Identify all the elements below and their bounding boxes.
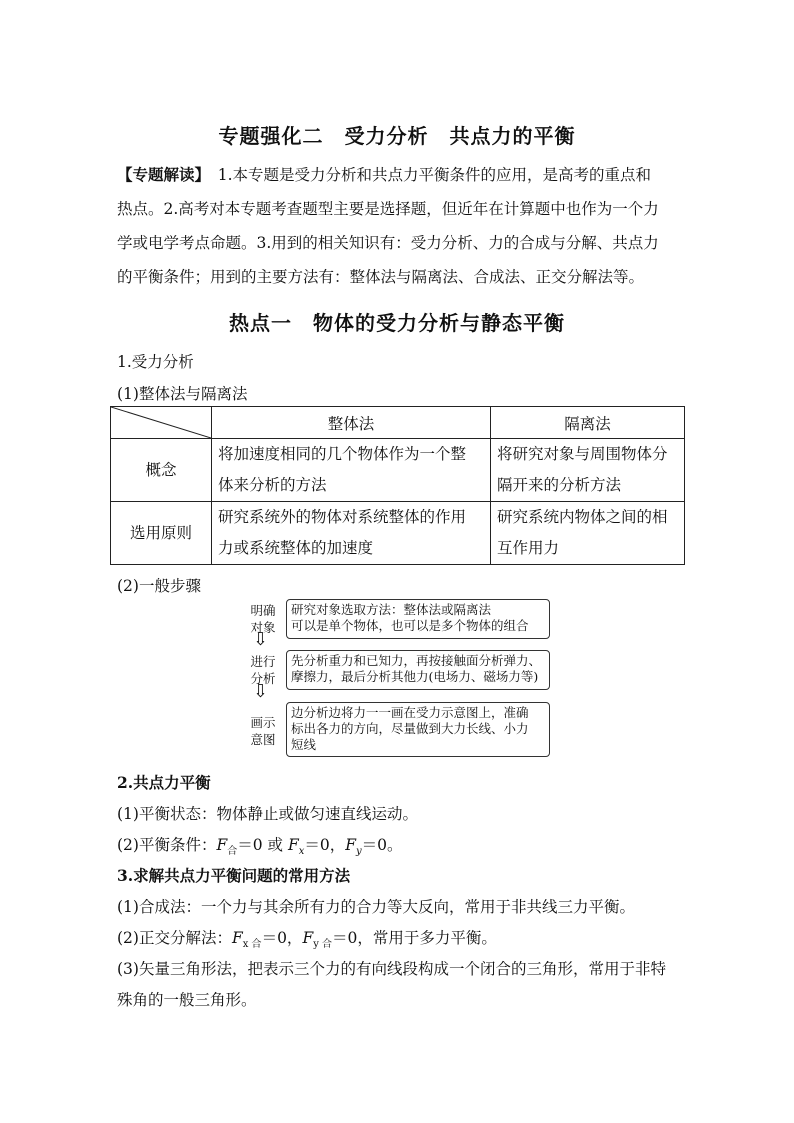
section-2-heading: 2.共点力平衡: [117, 773, 211, 792]
label-line: 分析: [250, 671, 276, 686]
table-header-whole: 整体法: [212, 407, 491, 439]
down-arrow-icon: ⇩: [253, 629, 269, 650]
subscript: 合: [227, 846, 238, 858]
topic-intro: [117, 158, 683, 294]
cell-line: 互作用力: [497, 539, 560, 557]
cell-principle-whole: [212, 502, 491, 565]
text: (2)正交分解法：: [117, 929, 232, 947]
cell-line: 将加速度相同的几个物体作为一个整: [218, 445, 467, 463]
intro-line-3: 学或电学考点命题。3.用到的相关知识有：受力分析、力的合成与分解、共点力: [117, 234, 659, 252]
box-line: 可以是单个物体，也可以是多个物体的组合: [291, 618, 529, 633]
section-3-3-line-1: (3)矢量三角形法，把表示三个力的有向线段构成一个闭合的三角形，常用于非特: [117, 960, 666, 978]
text: (2)平衡条件：: [117, 836, 217, 854]
box-line: 标出各力的方向，尽量做到大力长线、小力: [291, 721, 529, 736]
symbol-F: F: [287, 836, 299, 854]
diagonal-line: [111, 407, 211, 438]
box-line: 先分析重力和已知力，再按接触面分析弹力、: [291, 653, 542, 668]
hotspot-heading: 热点一 物体的受力分析与静态平衡: [229, 311, 565, 335]
table-header-isolation: 隔离法: [491, 407, 685, 439]
step-3-label: [244, 714, 282, 748]
symbol-F: F: [231, 929, 243, 947]
intro-line-1: 1.本专题是受力分析和共点力平衡条件的应用，是高考的重点和: [202, 166, 652, 184]
section-3-heading: 3.求解共点力平衡问题的常用方法: [117, 866, 351, 885]
symbol-F: F: [216, 836, 228, 854]
label-line: 明确: [250, 603, 276, 618]
intro-tag: 【专题解读】: [117, 165, 203, 184]
intro-line-4: 的平衡条件；用到的主要方法有：整体法与隔离法、合成法、正交分解法等。: [117, 268, 645, 286]
label-line: 进行: [250, 654, 276, 669]
cell-line: 研究系统外的物体对系统整体的作用: [218, 508, 467, 526]
section-3-1: (1)合成法：一个力与其余所有力的合力等大反向，常用于非共线三力平衡。: [117, 898, 635, 916]
cell-line: 研究系统内物体之间的相: [497, 508, 668, 526]
table-row: [111, 439, 685, 502]
step-3-box: [286, 702, 550, 757]
table-header-row: [111, 407, 685, 439]
box-line: 短线: [291, 737, 317, 752]
steps-flowchart: [244, 596, 554, 761]
cell-line: 隔开来的分析方法: [497, 476, 622, 494]
label-line: 画示: [250, 715, 276, 730]
cell-concept-whole: [212, 439, 491, 502]
text: ＝0 或: [237, 836, 288, 854]
text: ＝0，: [304, 836, 346, 854]
section-3-2: [117, 926, 497, 950]
section-1-1-heading: (1)整体法与隔离法: [117, 385, 248, 403]
text: ＝0，: [261, 929, 303, 947]
text: ＝0。: [361, 836, 403, 854]
subscript: y: [356, 846, 362, 858]
intro-line-2: 热点。2.高考对本专题考查题型主要是选择题，但近年在计算题中也作为一个力: [117, 200, 659, 218]
symbol-F: F: [345, 836, 356, 854]
label-line: 对象: [250, 620, 276, 635]
subscript: y 合: [313, 939, 333, 951]
cell-concept-isolation: [491, 439, 685, 502]
row-label-concept: 概念: [111, 439, 212, 502]
section-3-3-line-2: 殊角的一般三角形。: [117, 991, 257, 1009]
step-2-box: [286, 650, 550, 690]
table-row: [111, 502, 685, 565]
subscript: x 合: [242, 939, 262, 951]
method-comparison-table: [110, 406, 685, 565]
section-2-2: [117, 833, 403, 857]
table-corner-cell: [111, 407, 212, 439]
box-line: 摩擦力，最后分析其他力(电场力、磁场力等): [291, 669, 539, 684]
step-1-box: [286, 599, 550, 639]
section-1-2-heading: (2)一般步骤: [117, 577, 201, 595]
box-line: 研究对象选取方法：整体法或隔离法: [291, 602, 492, 617]
label-line: 意图: [250, 732, 276, 747]
cell-line: 体来分析的方法: [218, 476, 327, 494]
cell-principle-isolation: [491, 502, 685, 565]
symbol-F: F: [302, 929, 314, 947]
page-title: 专题强化二 受力分析 共点力的平衡: [218, 124, 576, 148]
section-2-1: (1)平衡状态：物体静止或做匀速直线运动。: [117, 805, 418, 823]
row-label-principle: 选用原则: [111, 502, 212, 565]
cell-line: 将研究对象与周围物体分: [497, 445, 668, 463]
text: ＝0，常用于多力平衡。: [332, 929, 497, 947]
section-1-heading: 1.受力分析: [117, 353, 194, 371]
box-line: 边分析边将力一一画在受力示意图上，准确: [291, 705, 529, 720]
cell-line: 力或系统整体的加速度: [218, 539, 374, 557]
down-arrow-icon: ⇩: [253, 681, 269, 702]
subscript: x: [298, 846, 305, 858]
